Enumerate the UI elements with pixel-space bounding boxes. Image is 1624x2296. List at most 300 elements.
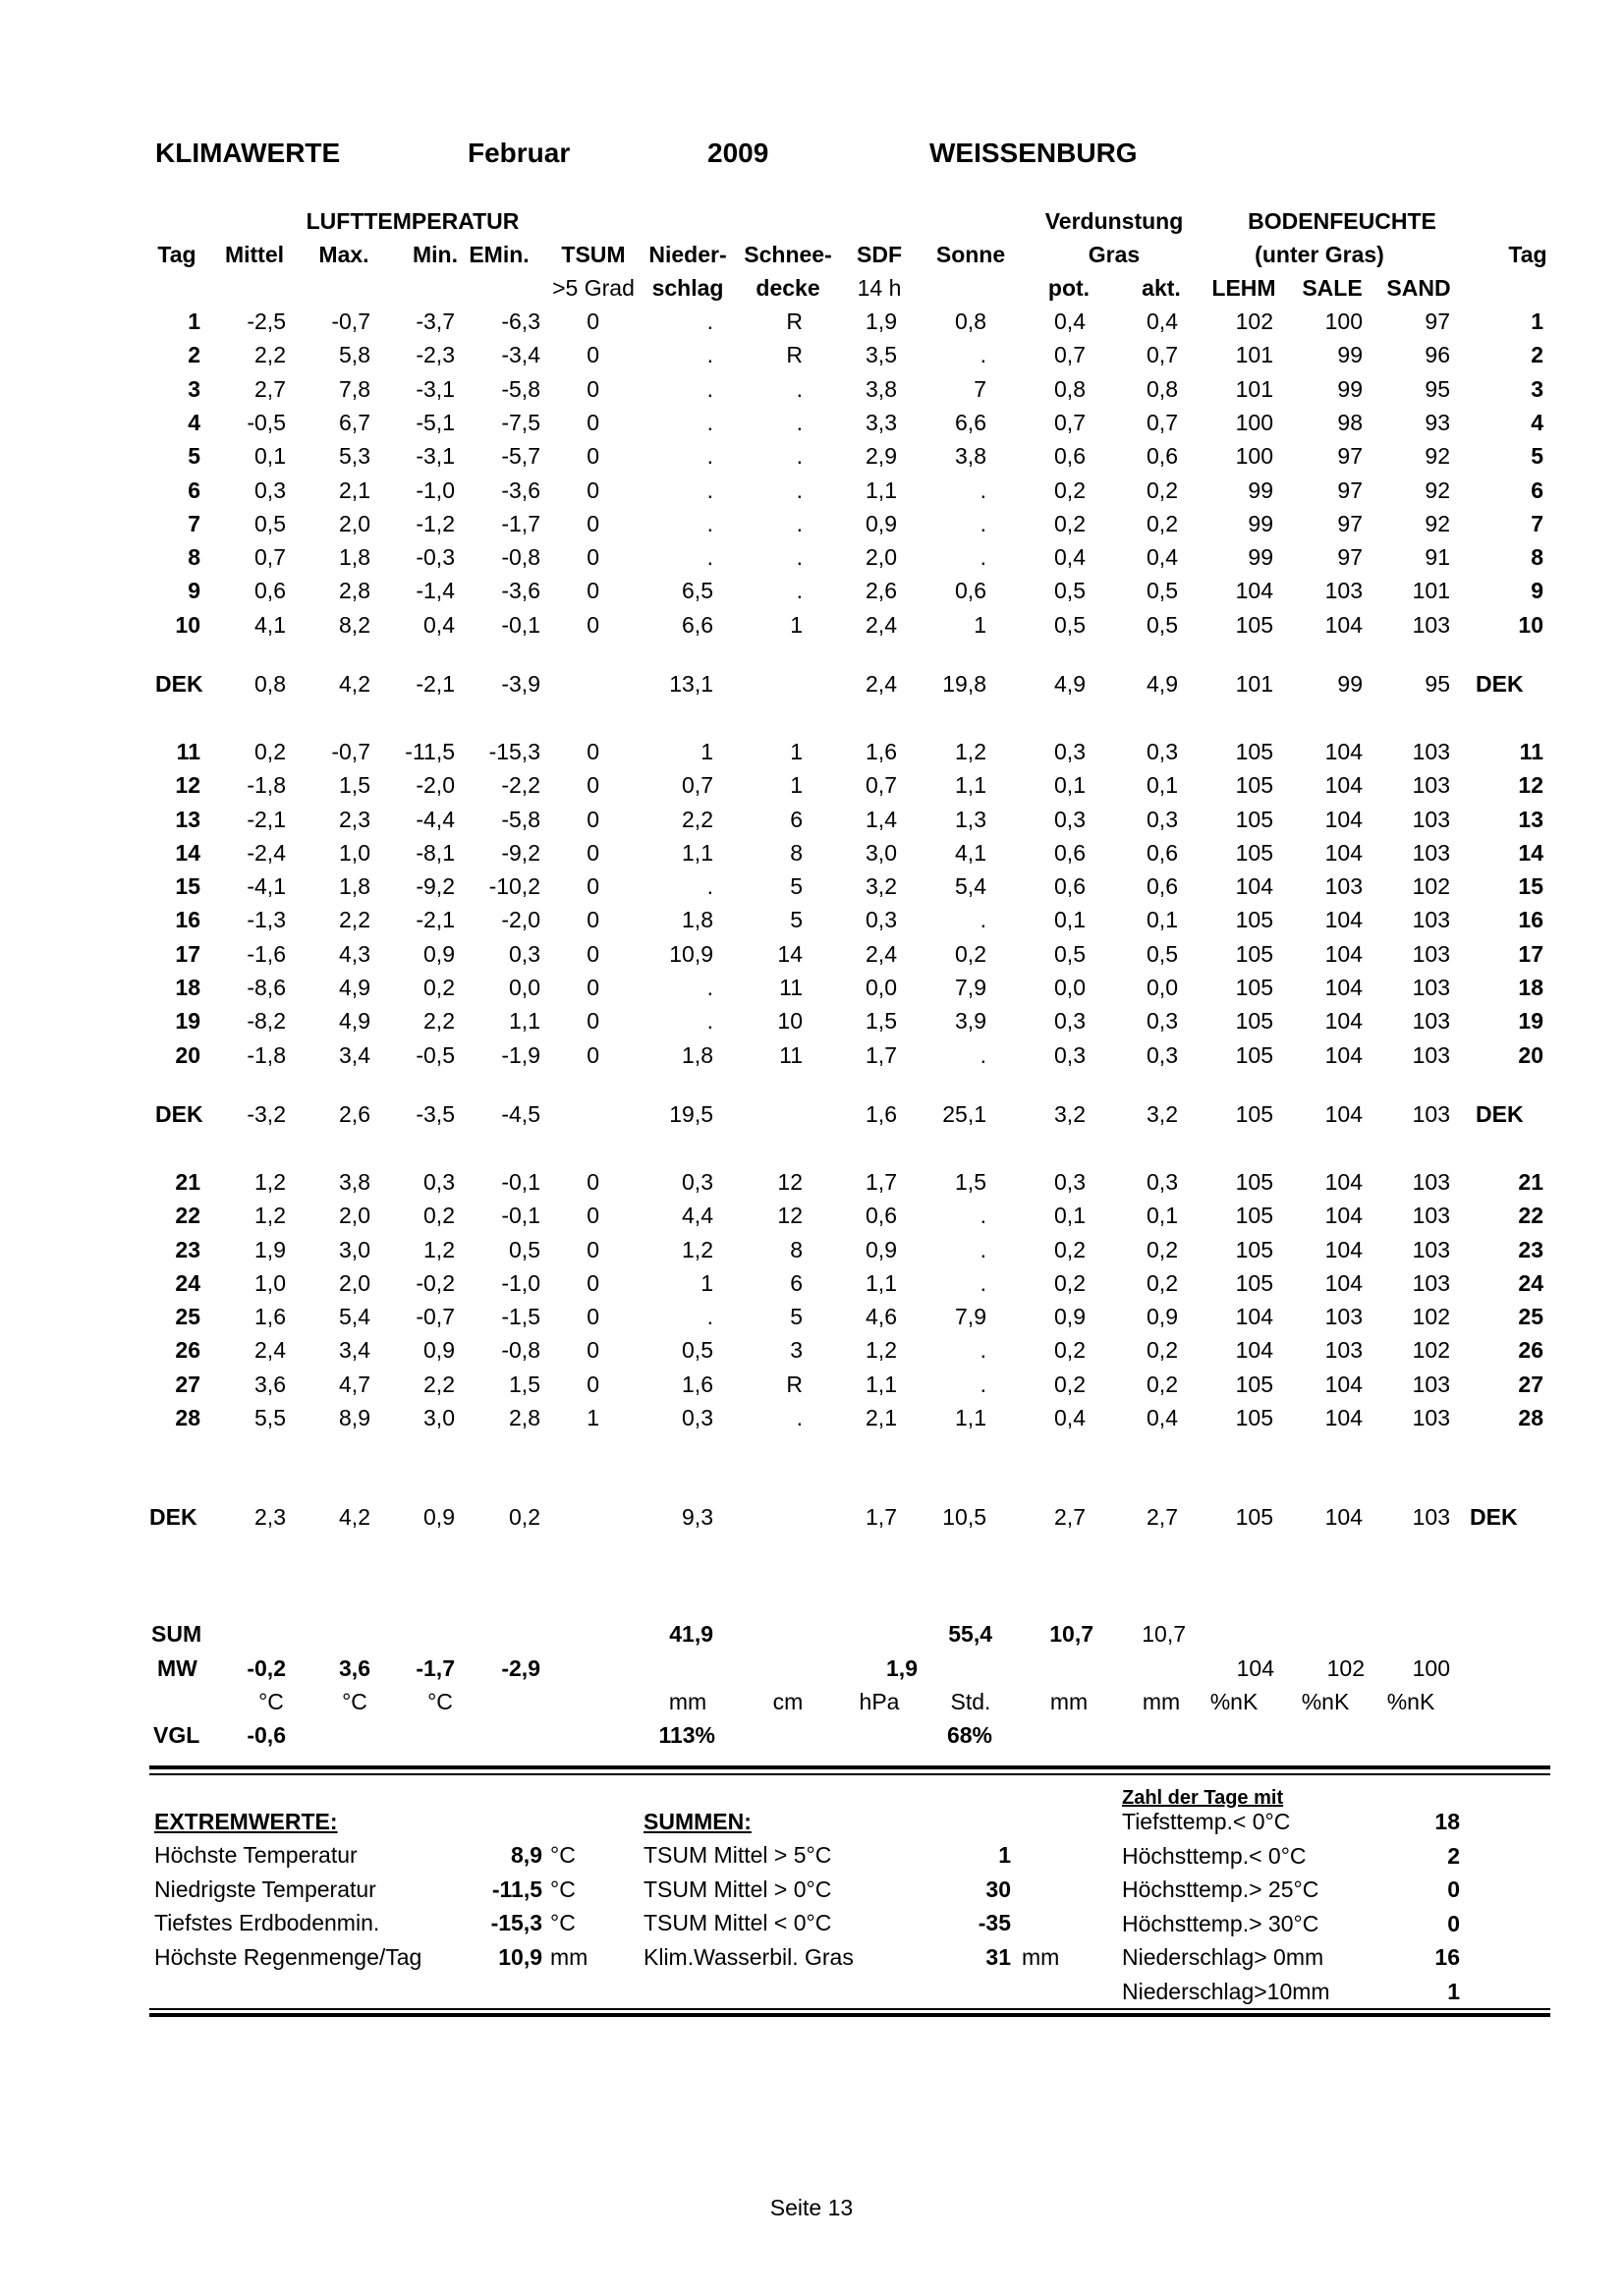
col-lehm: LEHM	[1211, 275, 1276, 301]
cell-akt: 0,3	[1147, 739, 1178, 764]
cell-sonne: .	[980, 1237, 986, 1262]
cell-pot: 0,5	[1054, 578, 1086, 603]
cell-sdf: 1,1	[866, 1372, 897, 1397]
col-sdf: SDF	[857, 242, 902, 267]
cell-nieder: 9,3	[682, 1504, 713, 1530]
cell-nieder: 0,3	[682, 1169, 713, 1195]
cell-sonne: 19,8	[942, 671, 986, 697]
cell-mittel: -4,1	[247, 873, 286, 899]
table-row	[0, 307, 1624, 336]
cell-min: 0,2	[423, 975, 455, 1000]
cell-tsum: 0	[587, 443, 599, 469]
cell-emin: 1,5	[509, 1372, 540, 1397]
cell-schnee: .	[796, 443, 803, 469]
cell-tag-right: 22	[1518, 1203, 1543, 1228]
sum-akt: 10,7	[1142, 1621, 1186, 1647]
cell-tsum: 0	[587, 1337, 599, 1363]
cell-tsum: 0	[587, 511, 599, 536]
cell-emin: 2,8	[509, 1405, 540, 1430]
cell-sand: 103	[1412, 772, 1450, 798]
cell-lehm: 105	[1235, 1237, 1273, 1262]
unit-sand: %nK	[1386, 1689, 1435, 1714]
cell-sdf: 0,0	[866, 975, 897, 1000]
cell-tag: 17	[175, 941, 200, 967]
summen-title: SUMMEN:	[644, 1809, 752, 1834]
cell-schnee: 1	[790, 772, 803, 798]
cell-pot: 0,3	[1054, 739, 1086, 764]
cell-sale: 104	[1324, 907, 1363, 932]
cell-sand: 103	[1412, 1270, 1450, 1296]
cell-tag: 18	[175, 975, 200, 1000]
cell-max: 5,3	[339, 443, 370, 469]
cell-tsum: 0	[587, 1042, 599, 1068]
cell-sand: 102	[1412, 1337, 1450, 1363]
cell-tag-right: DEK	[1476, 1101, 1524, 1127]
cell-sonne: 6,6	[955, 410, 986, 435]
extremwert-label: Niedrigste Temperatur	[154, 1876, 376, 1902]
bodenfeuchte-header: BODENFEUCHTE	[1248, 208, 1436, 234]
cell-pot: 0,2	[1054, 1270, 1086, 1296]
cell-min: -2,0	[416, 772, 455, 798]
cell-mittel: -3,2	[247, 1101, 286, 1127]
cell-sonne: 10,5	[942, 1504, 986, 1530]
cell-sdf: 0,9	[866, 511, 897, 536]
cell-sale: 103	[1324, 578, 1363, 603]
mw-sand: 100	[1412, 1655, 1450, 1681]
cell-min: -2,3	[416, 342, 455, 367]
table-row	[0, 576, 1624, 605]
cell-tag-right: 14	[1518, 840, 1543, 866]
cell-schnee: .	[796, 477, 803, 503]
cell-sdf: 2,0	[866, 544, 897, 570]
cell-sdf: 2,1	[866, 1405, 897, 1430]
cell-nieder: 0,7	[682, 772, 713, 798]
cell-sale: 104	[1324, 739, 1363, 764]
table-row	[0, 1268, 1624, 1298]
tage-value: 18	[1434, 1809, 1460, 1834]
cell-sonne: 1,2	[955, 739, 986, 764]
cell-emin: -3,6	[501, 477, 540, 503]
cell-emin: -3,4	[501, 342, 540, 367]
cell-sonne: .	[980, 342, 986, 367]
unit-mittel: °C	[258, 1689, 284, 1714]
col-nieder-sub: schlag	[651, 275, 724, 301]
cell-schnee: 5	[790, 907, 803, 932]
year-label: 2009	[707, 138, 769, 168]
cell-pot: 4,9	[1054, 671, 1086, 697]
cell-tsum: 0	[587, 342, 599, 367]
extremwert-value: 8,9	[511, 1842, 542, 1868]
divider-top-thick	[149, 1765, 1550, 1769]
month-label: Februar	[468, 138, 571, 168]
cell-sdf: 3,0	[866, 840, 897, 866]
cell-min: -5,1	[416, 410, 455, 435]
cell-tag-right: 6	[1531, 477, 1543, 503]
cell-sdf: 4,6	[866, 1304, 897, 1329]
cell-akt: 0,9	[1147, 1304, 1178, 1329]
cell-akt: 0,8	[1147, 376, 1178, 402]
col-tsum: TSUM	[561, 242, 626, 267]
cell-sand: 102	[1412, 1304, 1450, 1329]
table-row	[0, 1370, 1624, 1399]
cell-schnee: R	[786, 308, 803, 334]
cell-sdf: 2,4	[866, 671, 897, 697]
cell-tag: 19	[175, 1008, 200, 1034]
cell-tag: 28	[175, 1405, 200, 1430]
summen-value: 31	[985, 1944, 1011, 1970]
cell-sand: 103	[1412, 1203, 1450, 1228]
cell-nieder: 0,3	[682, 1405, 713, 1430]
cell-mittel: -1,8	[247, 1042, 286, 1068]
cell-sonne: .	[980, 1372, 986, 1397]
cell-tag-right: 21	[1518, 1169, 1543, 1195]
cell-tsum: 0	[587, 1169, 599, 1195]
cell-lehm: 99	[1248, 511, 1273, 536]
col-emin: EMin.	[469, 242, 530, 267]
cell-sdf: 0,7	[866, 772, 897, 798]
cell-mittel: 0,5	[254, 511, 286, 536]
vgl-sonne: 68%	[946, 1722, 992, 1748]
table-row	[0, 770, 1624, 800]
cell-tag: DEK	[155, 1101, 203, 1127]
cell-max: 6,7	[339, 410, 370, 435]
cell-max: 1,5	[339, 772, 370, 798]
cell-pot: 0,7	[1054, 342, 1086, 367]
cell-min: -3,1	[416, 443, 455, 469]
cell-tag-right: 2	[1531, 342, 1543, 367]
cell-schnee: 6	[790, 1270, 803, 1296]
cell-tag: 23	[175, 1237, 200, 1262]
cell-mittel: -1,8	[247, 772, 286, 798]
cell-sand: 97	[1425, 308, 1450, 334]
cell-max: 2,1	[339, 477, 370, 503]
cell-schnee: 6	[790, 807, 803, 832]
table-row	[0, 737, 1624, 766]
cell-tag: 6	[188, 477, 200, 503]
cell-pot: 0,2	[1054, 1337, 1086, 1363]
cell-pot: 0,1	[1054, 772, 1086, 798]
cell-sonne: .	[980, 1203, 986, 1228]
cell-sonne: 3,9	[955, 1008, 986, 1034]
cell-sale: 104	[1324, 1405, 1363, 1430]
cell-emin: -1,9	[501, 1042, 540, 1068]
tage-value: 16	[1434, 1944, 1460, 1970]
cell-tag: 2	[188, 342, 200, 367]
cell-sonne: 7,9	[955, 975, 986, 1000]
cell-nieder: .	[706, 544, 713, 570]
cell-tsum: 0	[587, 410, 599, 435]
col-nieder: Nieder-	[648, 242, 727, 267]
cell-lehm: 101	[1235, 671, 1273, 697]
cell-sale: 104	[1324, 612, 1363, 638]
cell-min: -3,7	[416, 308, 455, 334]
cell-tag-right: 26	[1518, 1337, 1543, 1363]
cell-sand: 103	[1412, 1504, 1450, 1530]
cell-sale: 104	[1324, 772, 1363, 798]
cell-sand: 103	[1412, 1101, 1450, 1127]
cell-tag-right: DEK	[1470, 1504, 1518, 1530]
table-row	[0, 939, 1624, 969]
cell-tsum: 0	[587, 1237, 599, 1262]
cell-sdf: 2,6	[866, 578, 897, 603]
cell-tag: 14	[175, 840, 200, 866]
cell-tag: 5	[188, 443, 200, 469]
cell-mittel: 2,4	[254, 1337, 286, 1363]
cell-pot: 0,3	[1054, 1042, 1086, 1068]
cell-schnee: .	[796, 1405, 803, 1430]
cell-sonne: 25,1	[942, 1101, 986, 1127]
cell-nieder: 1,2	[682, 1237, 713, 1262]
cell-tsum: 0	[587, 739, 599, 764]
cell-emin: -1,0	[501, 1270, 540, 1296]
cell-min: 1,2	[423, 1237, 455, 1262]
col-tag: Tag	[157, 242, 196, 267]
cell-max: 8,2	[339, 612, 370, 638]
cell-sonne: .	[980, 1270, 986, 1296]
verdunstung-header: Verdunstung	[1044, 208, 1184, 234]
cell-sdf: 1,2	[866, 1337, 897, 1363]
cell-tag: DEK	[155, 671, 203, 697]
cell-tsum: 0	[587, 975, 599, 1000]
cell-sonne: 3,8	[955, 443, 986, 469]
cell-min: 0,2	[423, 1203, 455, 1228]
cell-schnee: 10	[777, 1008, 803, 1034]
cell-emin: -15,3	[488, 739, 540, 764]
cell-sonne: 1,1	[955, 772, 986, 798]
extremwert-value: -15,3	[490, 1910, 542, 1935]
cell-lehm: 105	[1235, 1042, 1273, 1068]
cell-nieder: .	[706, 443, 713, 469]
cell-emin: -2,0	[501, 907, 540, 932]
cell-akt: 0,2	[1147, 1372, 1178, 1397]
cell-nieder: 4,4	[682, 1203, 713, 1228]
cell-min: -0,2	[416, 1270, 455, 1296]
unit-sdf: hPa	[859, 1689, 900, 1714]
cell-tsum: 0	[587, 1372, 599, 1397]
cell-max: 2,0	[339, 511, 370, 536]
cell-lehm: 101	[1235, 342, 1273, 367]
cell-max: 7,8	[339, 376, 370, 402]
unit-sonne: Std.	[950, 1689, 991, 1714]
cell-max: 4,2	[339, 1504, 370, 1530]
cell-lehm: 104	[1235, 578, 1273, 603]
cell-tsum: 0	[587, 873, 599, 899]
cell-tag-right: 28	[1518, 1405, 1543, 1430]
cell-sale: 98	[1337, 410, 1363, 435]
table-row	[0, 1235, 1624, 1264]
cell-pot: 0,2	[1054, 1237, 1086, 1262]
cell-emin: -0,1	[501, 1203, 540, 1228]
cell-sand: 103	[1412, 941, 1450, 967]
cell-max: 4,7	[339, 1372, 370, 1397]
cell-nieder: 2,2	[682, 807, 713, 832]
cell-sdf: 0,9	[866, 1237, 897, 1262]
summen-label: Klim.Wasserbil. Gras	[644, 1944, 854, 1970]
table-row	[0, 1167, 1624, 1197]
cell-sale: 99	[1337, 342, 1363, 367]
cell-tag: 9	[188, 578, 200, 603]
cell-schnee: 1	[790, 612, 803, 638]
table-row	[0, 838, 1624, 868]
cell-sonne: .	[980, 544, 986, 570]
cell-pot: 0,6	[1054, 873, 1086, 899]
summen-value: -35	[978, 1910, 1011, 1935]
cell-akt: 4,9	[1147, 671, 1178, 697]
vgl-nieder: 113%	[658, 1722, 715, 1748]
extremwert-label: Tiefstes Erdbodenmin.	[154, 1910, 380, 1935]
cell-min: 0,9	[423, 1337, 455, 1363]
cell-tag: 25	[175, 1304, 200, 1329]
cell-tag: 24	[175, 1270, 200, 1296]
cell-lehm: 105	[1235, 807, 1273, 832]
cell-emin: -1,7	[501, 511, 540, 536]
table-row	[0, 973, 1624, 1002]
units-row	[0, 1687, 1624, 1716]
unit-lehm: %nK	[1209, 1689, 1259, 1714]
cell-sdf: 1,1	[866, 1270, 897, 1296]
cell-tag-right: 5	[1531, 443, 1543, 469]
cell-emin: -6,3	[501, 308, 540, 334]
cell-sand: 103	[1412, 1237, 1450, 1262]
cell-sdf: 1,5	[866, 1008, 897, 1034]
page-title: KLIMAWERTE	[155, 138, 341, 168]
tage-value: 0	[1447, 1876, 1460, 1902]
cell-tsum: 1	[587, 1405, 599, 1430]
vgl-label: VGL	[153, 1722, 200, 1748]
cell-tsum: 0	[587, 807, 599, 832]
cell-emin: -3,9	[501, 671, 540, 697]
cell-tag-right: 17	[1518, 941, 1543, 967]
unit-pot: mm	[1049, 1689, 1089, 1714]
cell-max: -0,7	[331, 739, 370, 764]
cell-nieder: .	[706, 975, 713, 1000]
cell-pot: 0,2	[1054, 511, 1086, 536]
cell-schnee: R	[786, 342, 803, 367]
cell-sale: 104	[1324, 975, 1363, 1000]
sum-pot: 10,7	[1049, 1621, 1093, 1647]
cell-akt: 0,4	[1147, 308, 1178, 334]
cell-sale: 104	[1324, 1042, 1363, 1068]
cell-schnee: 8	[790, 840, 803, 866]
cell-mittel: -2,5	[247, 308, 286, 334]
cell-sand: 103	[1412, 1169, 1450, 1195]
table-row	[0, 1040, 1624, 1070]
cell-pot: 2,7	[1054, 1504, 1086, 1530]
cell-sale: 103	[1324, 1304, 1363, 1329]
cell-min: -1,4	[416, 578, 455, 603]
cell-tag: 7	[188, 511, 200, 536]
table-row	[0, 805, 1624, 834]
cell-sand: 92	[1425, 477, 1450, 503]
summen-value: 30	[985, 1876, 1011, 1902]
unit-schnee: cm	[772, 1689, 804, 1714]
cell-mittel: 1,2	[254, 1203, 286, 1228]
cell-min: -0,3	[416, 544, 455, 570]
cell-tag: 26	[175, 1337, 200, 1363]
cell-tag: 16	[175, 907, 200, 932]
cell-emin: 0,5	[509, 1237, 540, 1262]
cell-min: -0,5	[416, 1042, 455, 1068]
mw-row	[0, 1653, 1624, 1683]
cell-lehm: 105	[1235, 1008, 1273, 1034]
cell-nieder: .	[706, 308, 713, 334]
col-gras: Gras	[1088, 242, 1141, 267]
cell-min: 0,9	[423, 941, 455, 967]
cell-lehm: 105	[1235, 1101, 1273, 1127]
cell-emin: 0,0	[509, 975, 540, 1000]
cell-sonne: 7,9	[955, 1304, 986, 1329]
cell-tag-right: 9	[1531, 578, 1543, 603]
cell-sale: 97	[1337, 544, 1363, 570]
cell-lehm: 99	[1248, 477, 1273, 503]
tage-label: Höchsttemp.> 30°C	[1122, 1911, 1319, 1936]
cell-min: 2,2	[423, 1372, 455, 1397]
cell-tag: 4	[188, 410, 200, 435]
cell-sdf: 3,2	[866, 873, 897, 899]
cell-tsum: 0	[587, 840, 599, 866]
cell-sonne: 5,4	[955, 873, 986, 899]
cell-max: 4,2	[339, 671, 370, 697]
col-max: Max.	[318, 242, 369, 267]
cell-sdf: 1,7	[866, 1504, 897, 1530]
cell-schnee: 14	[777, 941, 803, 967]
cell-tag-right: 12	[1518, 772, 1543, 798]
cell-emin: -5,8	[501, 807, 540, 832]
cell-pot: 0,6	[1054, 840, 1086, 866]
cell-tag-right: 15	[1518, 873, 1543, 899]
extremwert-unit: °C	[550, 1910, 576, 1935]
cell-nieder: 0,5	[682, 1337, 713, 1363]
cell-sand: 103	[1412, 807, 1450, 832]
mw-lehm: 104	[1236, 1655, 1274, 1681]
cell-akt: 0,5	[1147, 941, 1178, 967]
table-row	[0, 340, 1624, 369]
unit-nieder: mm	[668, 1689, 707, 1714]
cell-tsum: 0	[587, 941, 599, 967]
cell-tsum: 0	[587, 308, 599, 334]
cell-tsum: 0	[587, 772, 599, 798]
cell-lehm: 101	[1235, 376, 1273, 402]
cell-tag-right: 25	[1518, 1304, 1543, 1329]
cell-sale: 100	[1324, 308, 1363, 334]
table-row	[0, 1403, 1624, 1432]
cell-nieder: 6,5	[682, 578, 713, 603]
cell-akt: 3,2	[1147, 1101, 1178, 1127]
cell-sand: 96	[1425, 342, 1450, 367]
table-row	[0, 1006, 1624, 1036]
sum-label: SUM	[151, 1621, 202, 1647]
cell-sonne: 4,1	[955, 840, 986, 866]
cell-max: 5,4	[339, 1304, 370, 1329]
cell-tag-right: 1	[1531, 308, 1543, 334]
cell-tag-right: 18	[1518, 975, 1543, 1000]
cell-tag: 13	[175, 807, 200, 832]
cell-pot: 0,4	[1054, 1405, 1086, 1430]
unit-min: °C	[427, 1689, 453, 1714]
cell-tsum: 0	[587, 1304, 599, 1329]
cell-max: 2,8	[339, 578, 370, 603]
cell-tag: 1	[188, 308, 200, 334]
cell-max: 4,9	[339, 1008, 370, 1034]
cell-lehm: 100	[1235, 410, 1273, 435]
cell-tag: 20	[175, 1042, 200, 1068]
cell-tsum: 0	[587, 1203, 599, 1228]
cell-akt: 0,4	[1147, 544, 1178, 570]
divider-top-thin	[149, 1773, 1550, 1775]
cell-sonne: 1,3	[955, 807, 986, 832]
cell-tag-right: 27	[1518, 1372, 1543, 1397]
cell-sand: 103	[1412, 739, 1450, 764]
